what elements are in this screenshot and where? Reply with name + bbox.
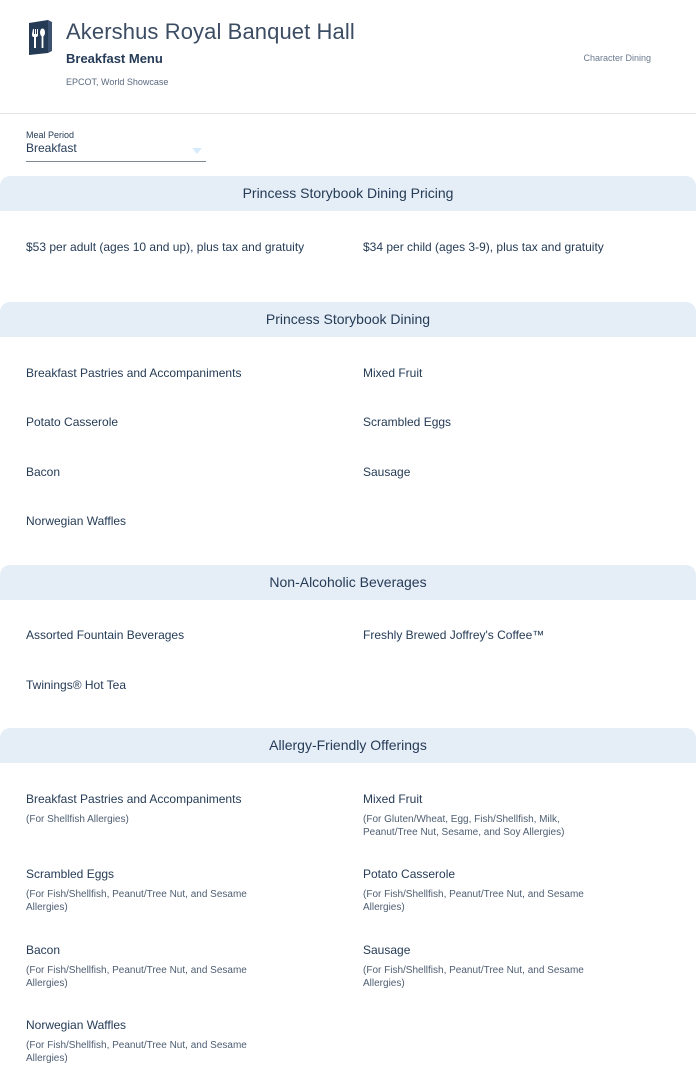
- allergy-item: Breakfast Pastries and Accompaniments (For Shellfish Allergies): [26, 793, 306, 826]
- allergy-item: Sausage (For Fish/Shellfish, Peanut/Tree Nut, and Sesame Allergies): [363, 944, 643, 990]
- allergy-item: Potato Casserole (For Fish/Shellfish, Peanut/Tree Nut, and Sesame Allergies): [363, 868, 643, 914]
- restaurant-title: Akershus Royal Banquet Hall: [66, 19, 355, 44]
- chevron-down-icon: [192, 148, 202, 154]
- price-item: $34 per child (ages 3-9), plus tax and gratuity: [363, 240, 604, 254]
- location-text: EPCOT, World Showcase: [66, 77, 169, 87]
- allergy-note: (For Shellfish Allergies): [26, 814, 129, 825]
- allergy-item: Scrambled Eggs (For Fish/Shellfish, Peanut/Tree Nut, and Sesame Allergies): [26, 868, 306, 914]
- menu-subtitle: Breakfast Menu: [66, 51, 163, 66]
- menu-item: Assorted Fountain Beverages: [26, 628, 185, 642]
- allergy-note: (For Fish/Shellfish, Peanut/Tree Nut, and Sesame Allergies): [363, 889, 584, 913]
- menu-item: Bacon: [26, 465, 61, 479]
- allergy-item: Bacon (For Fish/Shellfish, Peanut/Tree Nut, and Sesame Allergies): [26, 944, 306, 990]
- meal-period-dropdown[interactable]: [26, 130, 206, 162]
- section-header-beverages: Non-Alcoholic Beverages: [0, 565, 696, 600]
- allergy-note: (For Fish/Shellfish, Peanut/Tree Nut, and Sesame Allergies): [26, 965, 247, 989]
- menu-item: Potato Casserole: [26, 415, 119, 429]
- allergy-item: Mixed Fruit (For Gluten/Wheat, Egg, Fish/Shellfish, Milk, Peanut/Tree Nut, Sesame, and Soy Allergies): [363, 793, 643, 839]
- section-header-allergy-friendly: Allergy-Friendly Offerings: [0, 728, 696, 763]
- price-item: $53 per adult (ages 10 and up), plus tax and gratuity: [26, 240, 305, 254]
- allergy-note: (For Fish/Shellfish, Peanut/Tree Nut, and Sesame Allergies): [26, 1040, 247, 1064]
- menu-item: Sausage: [363, 465, 411, 479]
- menu-item: Scrambled Eggs: [363, 415, 452, 429]
- dining-menu-icon: [26, 20, 53, 55]
- menu-item: Freshly Brewed Joffrey's Coffee™: [363, 628, 545, 642]
- dining-type-tag: Character Dining: [583, 53, 651, 63]
- allergy-note: (For Gluten/Wheat, Egg, Fish/Shellfish, Milk, Peanut/Tree Nut, Sesame, and Soy Allergies): [363, 814, 565, 838]
- allergy-note: (For Fish/Shellfish, Peanut/Tree Nut, and Sesame Allergies): [363, 965, 584, 989]
- menu-item: Norwegian Waffles: [26, 514, 127, 528]
- menu-item: Mixed Fruit: [363, 366, 423, 380]
- meal-period-label: Meal Period: [26, 130, 75, 140]
- section-header-pricing: Princess Storybook Dining Pricing: [0, 176, 696, 211]
- menu-item: Breakfast Pastries and Accompaniments: [26, 366, 242, 380]
- allergy-note: (For Fish/Shellfish, Peanut/Tree Nut, and Sesame Allergies): [26, 889, 247, 913]
- restaurant-header: [0, 0, 696, 114]
- allergy-item: Norwegian Waffles (For Fish/Shellfish, Peanut/Tree Nut, and Sesame Allergies): [26, 1019, 306, 1065]
- section-header-storybook-dining: Princess Storybook Dining: [0, 302, 696, 337]
- meal-period-value: Breakfast: [26, 141, 77, 155]
- menu-item: Twinings® Hot Tea: [26, 678, 127, 692]
